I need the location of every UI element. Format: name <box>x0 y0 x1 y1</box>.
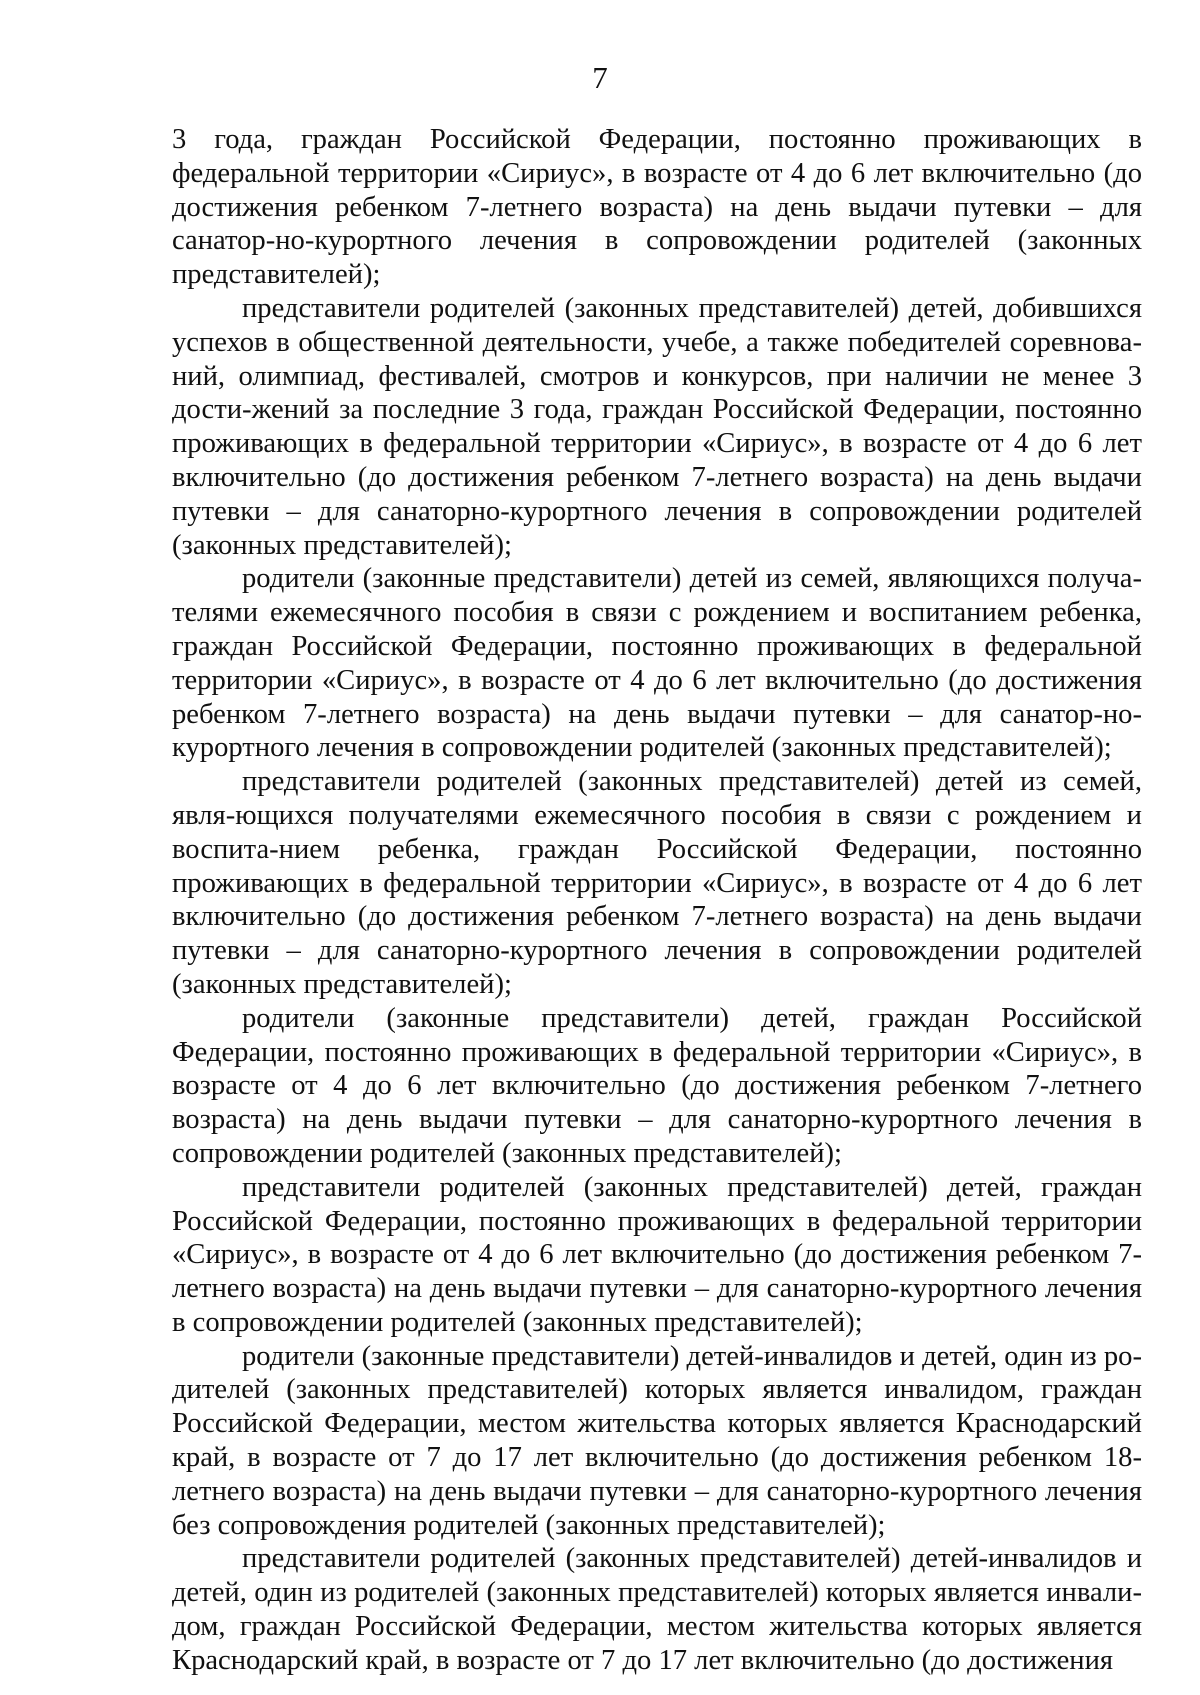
paragraph-3: родители (законные представители) детей из семей, являющихся получа-телями ежемесячного пособия в связи с рождением и воспитанием ребенка, граждан Российской Федерации, постоянно проживающих в федеральной территории «Сириус», в возрасте от 4 до 6 лет включительно (до достижения ребенком 7-летнего возраста) на день выдачи путевки – для санатор-но-курортного лечения в сопровождении родителей (законных представителей); <box>172 563 1142 764</box>
paragraph-4: представители родителей (законных представителей) детей из семей, явля-ющихся получателями ежемесячного пособия в связи с рождением и воспита-нием ребенка, граждан Российской Федерации, постоянно проживающих в федеральной территории «Сириус», в возрасте от 4 до 6 лет включительно (до достижения ребенком 7-летнего возраста) на день выдачи путевки – для санаторно-курортного лечения в сопровождении родителей (законных представителей); <box>172 766 1142 1000</box>
paragraph-7: родители (законные представители) детей-инвалидов и детей, один из ро-дителей (законных представителей) которых является инвалидом, граждан Российской Федерации, местом жительства которых является Краснодарский край, в возрасте от 7 до 17 лет включительно (до достижения ребенком 18-летнего возраста) на день выдачи путевки – для санаторно-курортного лечения без сопровождения родителей (законных представителей); <box>172 1340 1142 1541</box>
paragraph-6: представители родителей (законных представителей) детей, граждан Российской Федерации, постоянно проживающих в федеральной территории «Сириус», в возрасте от 4 до 6 лет включительно (до достижения ребенком 7-летнего возраста) на день выдачи путевки – для санаторно-курортного лечения в сопровождении родителей (законных представителей); <box>172 1171 1142 1338</box>
paragraph-2: представители родителей (законных представителей) детей, добившихся успехов в общественной деятельности, учебе, а также победителей соревнова-ний, олимпиад, фестивалей, смотров и конкурсов, при наличии не менее 3 дости-жений за последние 3 года, граждан Российской Федерации, постоянно проживающих в федеральной территории «Сириус», в возрасте от 4 до 6 лет включительно (до достижения ребенком 7-летнего возраста) на день выдачи путевки – для санаторно-курортного лечения в сопровождении родителей (законных представителей); <box>172 292 1142 561</box>
paragraph-8: представители родителей (законных представителей) детей-инвалидов и детей, один из родителей (законных представителей) которых является инвали-дом, граждан Российской Федерации, местом жительства которых является Краснодарский край, в возрасте от 7 до 17 лет включительно (до достижения <box>172 1543 1142 1676</box>
paragraph-5: родители (законные представители) детей, граждан Российской Федерации, постоянно проживающих в федеральной территории «Сириус», в возрасте от 4 до 6 лет включительно (до достижения ребенком 7-летнего возраста) на день выдачи путевки – для санаторно-курортного лечения в сопровождении родителей (законных представителей); <box>172 1002 1142 1169</box>
paragraph-1: 3 года, граждан Российской Федерации, постоянно проживающих в федеральной территории «Сириус», в возрасте от 4 до 6 лет включительно (до достижения ребенком 7-летнего возраста) на день выдачи путевки – для санатор-но-курортного лечения в сопровождении родителей (законных представителей); <box>172 124 1142 291</box>
document-body <box>172 123 1142 1678</box>
page-number: 7 <box>592 60 608 95</box>
